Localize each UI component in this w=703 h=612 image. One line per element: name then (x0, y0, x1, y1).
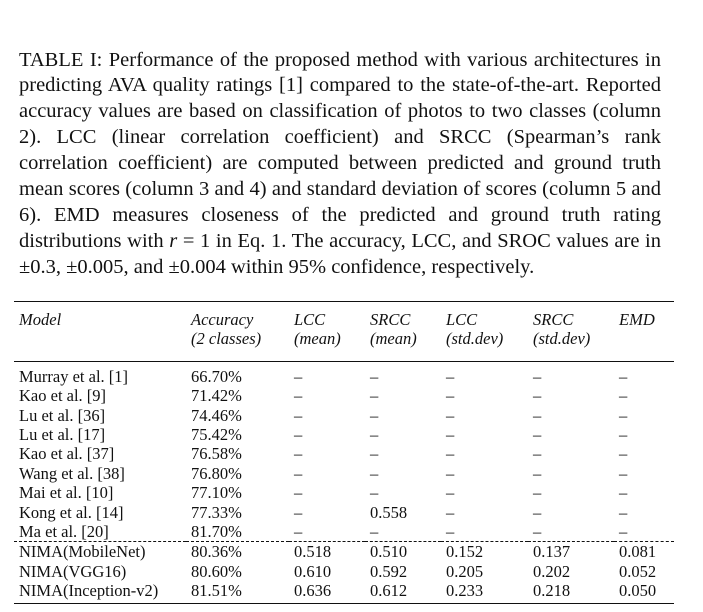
header-row-1 (14, 302, 674, 330)
cell-srcc-std: – (533, 405, 542, 425)
cell-srcc-std: – (533, 366, 542, 386)
header-accuracy: Accuracy (186, 302, 289, 330)
table-row (14, 483, 674, 502)
cell-lcc-std: 0.152 (441, 542, 528, 562)
cell-model: Mai et al. [10] (19, 483, 114, 503)
cell-lcc-std: 0.205 (446, 561, 484, 581)
table-row (14, 542, 674, 562)
cell-accuracy: 74.46% (191, 405, 242, 425)
cell-srcc-std: – (533, 522, 542, 542)
cell-model: Ma et al. [20] (19, 522, 109, 542)
cell-accuracy: 71.42% (191, 386, 242, 406)
cell-lcc-mean: – (294, 425, 303, 445)
cell-lcc-mean: – (294, 386, 303, 406)
cell-accuracy: 80.36% (186, 542, 289, 562)
cell-srcc-mean: – (370, 405, 379, 425)
cell-lcc-mean: – (294, 366, 303, 386)
header-lcc-std-sub: (std.dev) (441, 329, 528, 361)
caption-math-r: r (169, 229, 178, 252)
table-row (14, 386, 674, 405)
cell-accuracy: 75.42% (191, 425, 242, 445)
cell-lcc-std: – (446, 483, 455, 503)
cell-srcc-std: – (533, 386, 542, 406)
cell-accuracy: 76.80% (191, 463, 242, 483)
cell-srcc-mean: – (370, 483, 379, 503)
cell-srcc-mean: 0.558 (370, 502, 408, 522)
cell-srcc-std: – (533, 425, 542, 445)
cell-lcc-mean: – (294, 502, 303, 522)
cell-lcc-mean: – (294, 463, 303, 483)
cell-accuracy: 81.70% (191, 522, 242, 542)
cell-emd: – (619, 366, 628, 386)
cell-lcc-std: – (446, 425, 455, 445)
cell-accuracy: 77.33% (191, 502, 242, 522)
cell-emd: – (619, 425, 628, 445)
cell-emd: – (619, 483, 628, 503)
cell-model: Murray et al. [1] (19, 366, 129, 386)
header-srcc-std-sub: (std.dev) (528, 329, 614, 361)
cell-emd: 0.081 (614, 542, 674, 562)
cell-emd: 0.050 (614, 581, 674, 603)
header-emd-sub (614, 329, 674, 361)
cell-accuracy: 77.10% (191, 483, 242, 503)
cell-model: NIMA(VGG16) (19, 561, 127, 581)
cell-srcc-std: – (533, 444, 542, 464)
cell-srcc-std: – (533, 483, 542, 503)
header-emd: EMD (614, 302, 674, 330)
cell-lcc-std: – (446, 444, 455, 464)
cell-srcc-std: – (533, 463, 542, 483)
cell-model: NIMA(MobileNet) (14, 542, 186, 562)
table-row (14, 406, 674, 425)
header-model-sub (14, 329, 186, 361)
cell-srcc-std: – (533, 502, 542, 522)
cell-emd: – (619, 405, 628, 425)
header-lcc-mean-sub: (mean) (289, 329, 365, 361)
cell-lcc-mean: 0.518 (289, 542, 365, 562)
cell-srcc-mean: 0.510 (365, 542, 441, 562)
cell-model: Wang et al. [38] (19, 463, 125, 483)
cell-model: Kao et al. [9] (19, 386, 107, 406)
header-lcc-std: LCC (441, 302, 528, 330)
cell-model: NIMA(Inception-v2) (14, 581, 186, 603)
cell-srcc-mean: 0.592 (370, 561, 408, 581)
cell-model: Lu et al. [36] (19, 405, 106, 425)
cell-emd: – (619, 463, 628, 483)
table-row (14, 361, 674, 386)
cell-lcc-std: – (446, 405, 455, 425)
cell-lcc-mean: – (294, 522, 303, 542)
cell-lcc-std: – (446, 502, 455, 522)
cell-lcc-mean: 0.636 (289, 581, 365, 603)
cell-accuracy: 76.58% (191, 444, 242, 464)
cell-srcc-mean: – (370, 366, 379, 386)
cell-emd: – (619, 444, 628, 464)
header-row-2 (14, 329, 674, 361)
cell-accuracy: 81.51% (186, 581, 289, 603)
cell-srcc-std: 0.218 (528, 581, 614, 603)
table-row (14, 562, 674, 581)
cell-srcc-mean: – (370, 463, 379, 483)
cell-model: Kao et al. [37] (19, 444, 115, 464)
cell-accuracy: 80.60% (191, 561, 242, 581)
cell-emd: – (619, 522, 628, 542)
header-srcc-std: SRCC (528, 302, 614, 330)
cell-lcc-std: 0.233 (441, 581, 528, 603)
cell-srcc-mean: – (370, 444, 379, 464)
header-model: Model (14, 302, 186, 330)
cell-model: Kong et al. [14] (19, 502, 124, 522)
cell-lcc-std: – (446, 522, 455, 542)
cell-srcc-mean: – (370, 522, 379, 542)
cell-srcc-std: 0.137 (528, 542, 614, 562)
cell-accuracy: 66.70% (191, 366, 242, 386)
table-row (14, 464, 674, 483)
cell-emd: – (619, 386, 628, 406)
results-table (14, 301, 674, 604)
table-row (14, 522, 674, 542)
table-caption (19, 48, 661, 281)
cell-lcc-mean: – (294, 405, 303, 425)
caption-text-1: TABLE I: Performance of the proposed method with various architectures in predicting AVA quality ratings [1] compared to the state-of-the-art. Reported accuracy values are based on classification of photos to two classes (column 2). LCC (linear correlation coefficient) and SRCC (Spearman’s rank correlation coefficient) are computed between predicted and ground truth mean scores (column 3 and 4) and standard deviation of scores (column 5 and 6). EMD measures closeness of the predicted and ground truth rating distributions with (19, 48, 661, 252)
cell-lcc-mean: – (294, 444, 303, 464)
cell-srcc-mean: – (370, 386, 379, 406)
cell-emd: 0.052 (619, 561, 657, 581)
cell-lcc-std: – (446, 463, 455, 483)
cell-srcc-std: 0.202 (533, 561, 571, 581)
table-row (14, 503, 674, 522)
cell-emd: – (619, 502, 628, 522)
cell-srcc-mean: 0.612 (365, 581, 441, 603)
cell-srcc-mean: – (370, 425, 379, 445)
header-accuracy-sub: (2 classes) (186, 329, 289, 361)
cell-lcc-mean: 0.610 (294, 561, 332, 581)
cell-lcc-std: – (446, 366, 455, 386)
header-lcc-mean: LCC (289, 302, 365, 330)
table-row (14, 581, 674, 603)
table-row (14, 444, 674, 463)
header-srcc-mean-sub: (mean) (365, 329, 441, 361)
caption-text-2: = 1 in Eq. 1. The accuracy, LCC, and SROC values are in ±0.3, ±0.005, and ±0.004 within 95% confidence, respectively. (19, 229, 661, 278)
cell-model: Lu et al. [17] (19, 425, 106, 445)
cell-lcc-mean: – (294, 483, 303, 503)
cell-lcc-std: – (446, 386, 455, 406)
table-row (14, 425, 674, 444)
header-srcc-mean: SRCC (365, 302, 441, 330)
